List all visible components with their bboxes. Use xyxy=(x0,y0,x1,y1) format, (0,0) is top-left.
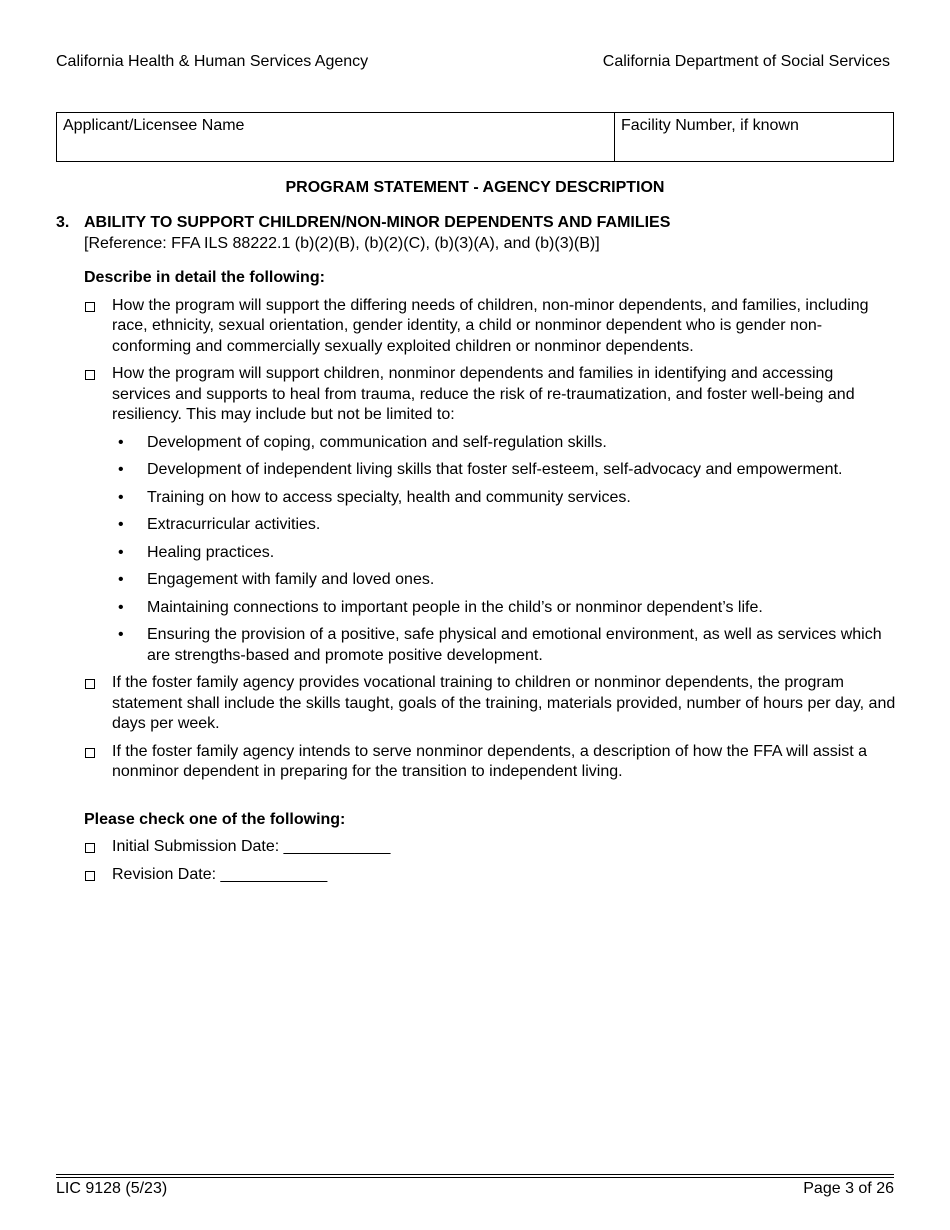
footer-divider xyxy=(56,1174,894,1175)
bullet-icon: • xyxy=(118,488,124,506)
section-number: 3. xyxy=(56,214,70,231)
bullet-item xyxy=(112,625,896,666)
bullet-item xyxy=(112,433,896,454)
section-reference: [Reference: FFA ILS 88222.1 (b)(2)(B), (b)(2)(C), (b)(3)(A), and (b)(3)(B)] xyxy=(84,234,600,252)
describe-heading: Describe in detail the following: xyxy=(84,269,325,286)
header-department: California Department of Social Services xyxy=(602,53,890,70)
checklist-item xyxy=(56,364,896,426)
checklist-item-text: If the foster family agency intends to serve nonminor dependents, a description of how the FFA will assist a nonminor dependent in preparing for the transition to independent living. xyxy=(112,742,868,780)
bullet-text: Ensuring the provision of a positive, safe physical and emotional environment, as well as services which are strengths-based and promote positive development. xyxy=(147,626,882,664)
bullet-icon: • xyxy=(118,433,124,451)
submission-heading: Please check one of the following: xyxy=(84,810,346,828)
bullet-text: Development of coping, communication and self-regulation skills. xyxy=(147,433,607,451)
bullet-item xyxy=(112,543,896,564)
checkbox-icon[interactable] xyxy=(84,364,112,426)
header-agency: California Health & Human Services Agency xyxy=(56,53,369,70)
bullet-text: Extracurricular activities. xyxy=(147,516,321,533)
checkbox-icon[interactable] xyxy=(84,865,112,886)
checklist-item-text: How the program will support children, nonminor dependents and families in identifying and accessing services and supports to heal from trauma, reduce the risk of re-traumatization, and foster well-being and resiliency. This may include but not be limited to: xyxy=(112,365,855,423)
bullet-text: Healing practices. xyxy=(147,543,275,561)
revision-date[interactable]: Revision Date: ____________ xyxy=(112,865,328,883)
bullet-icon: • xyxy=(118,571,124,588)
section-content xyxy=(56,213,896,885)
bullet-item xyxy=(112,570,896,591)
section-heading-row xyxy=(56,213,896,234)
bullet-text: Training on how to access specialty, health and community services. xyxy=(147,488,631,506)
checklist-item xyxy=(56,673,896,735)
checklist-item-text: If the foster family agency provides vocational training to children or nonminor dependents, the program statement shall include the skills taught, goals of the training, materials provided, number of hours per day, and days per week. xyxy=(112,674,896,732)
section-heading: ABILITY TO SUPPORT CHILDREN/NON-MINOR DEPENDENTS AND FAMILIES xyxy=(84,214,671,231)
bullet-text: Development of independent living skills that foster self-esteem, self-advocacy and empowerment. xyxy=(147,461,843,478)
bullet-icon: • xyxy=(118,598,124,616)
checklist-item xyxy=(56,742,896,783)
checklist-item-text: How the program will support the differing needs of children, non-minor dependents, and families, including race, ethnicity, sexual orientation, gender identity, a child or nonminor dependent who is gender non-conforming and commercially sexually exploited children or nonminor dependents. xyxy=(112,296,869,355)
form-id: LIC 9128 (5/23) xyxy=(56,1180,168,1197)
bullet-icon: • xyxy=(118,543,124,561)
bullet-icon: • xyxy=(118,516,124,533)
bullet-item xyxy=(112,460,896,481)
checkbox-icon[interactable] xyxy=(84,742,112,783)
checkbox-icon[interactable] xyxy=(84,296,112,358)
page-number: Page 3 of 26 xyxy=(803,1180,894,1197)
bullet-item xyxy=(112,515,896,536)
bullet-item xyxy=(112,488,896,509)
facility-number-label: Facility Number, if known xyxy=(621,117,799,134)
applicant-info-table xyxy=(56,112,894,162)
page-title: PROGRAM STATEMENT - AGENCY DESCRIPTION xyxy=(285,179,665,196)
bullet-icon: • xyxy=(118,461,124,478)
applicant-name-field[interactable] xyxy=(57,113,615,161)
checkbox-icon[interactable] xyxy=(84,837,112,858)
checklist-item xyxy=(56,296,896,358)
initial-submission-date[interactable]: Initial Submission Date: ____________ xyxy=(112,838,391,855)
applicant-name-label: Applicant/Licensee Name xyxy=(63,117,245,134)
footer-divider xyxy=(56,1177,894,1178)
initial-submission-option xyxy=(56,837,896,858)
bullet-item xyxy=(112,598,896,619)
revision-option xyxy=(56,865,896,886)
checkbox-icon[interactable] xyxy=(84,673,112,735)
bullet-text: Engagement with family and loved ones. xyxy=(147,571,435,588)
bullet-text: Maintaining connections to important people in the child’s or nonminor dependent’s life. xyxy=(147,598,763,616)
bullet-list xyxy=(56,433,896,667)
bullet-icon: • xyxy=(118,626,124,643)
facility-number-field[interactable] xyxy=(615,113,893,161)
